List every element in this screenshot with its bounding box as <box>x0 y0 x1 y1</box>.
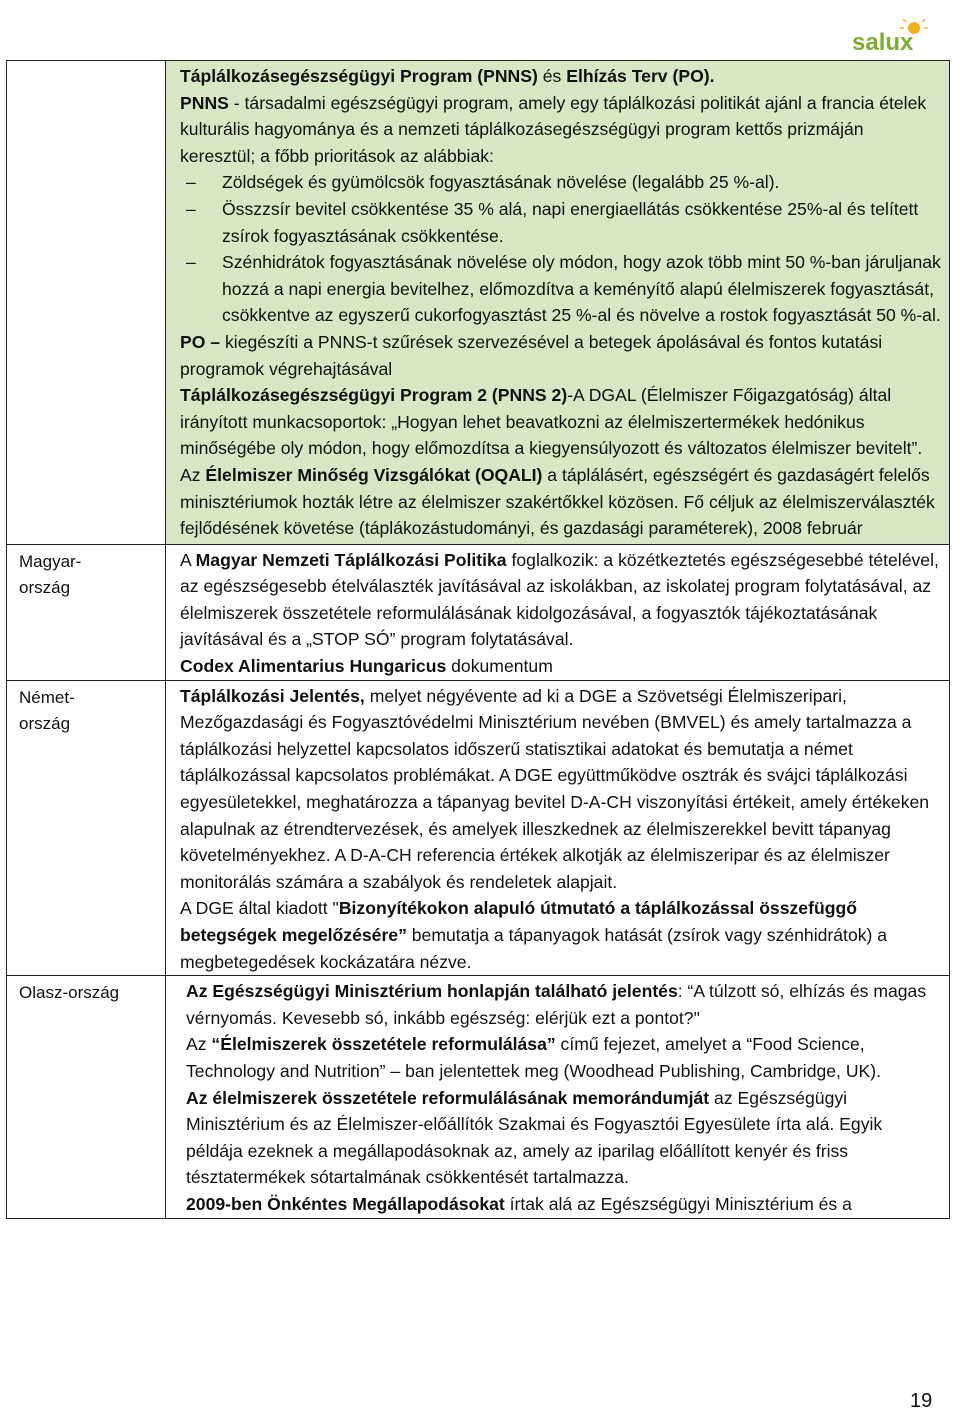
page-number: 19 <box>910 1390 933 1412</box>
france-bullet-2-text: Összzsír bevitel csökkentése 35 % alá, napi energiaellátás csökkentése 25%-al és telített zsírok fogyasztásának csökkentése. <box>222 198 919 246</box>
salux-logo <box>850 18 950 58</box>
france-p1-mid: és <box>537 66 567 86</box>
france-bullet-3 <box>180 249 941 329</box>
bullet-dash-icon: – <box>186 198 196 219</box>
content-cell-italy <box>166 976 950 1218</box>
country-label-italy: Olasz-ország <box>19 983 120 1003</box>
italy-p2-pre: Az <box>186 1034 212 1055</box>
italy-p3-bold: Az élelmiszerek összetétele reformulálásának memorándumját <box>186 1087 710 1108</box>
bullet-dash-icon: – <box>186 252 196 273</box>
hungary-p1-bold: Magyar Nemzeti Táplálkozási Politika <box>195 549 507 570</box>
france-p4-rest: -A DGAL (Élelmiszer Főigazgatóság) által irányított munkacsoportok: „Hogyan lehet beavatkozni az élelmiszertermékek hedónikus minőségébe oly módon, hogy előmozdítsa a kiegyensúlyozott és változatos élelmiszer bevitelt”. <box>180 385 923 459</box>
france-bullet-1 <box>180 169 941 196</box>
italy-p3-rest: az Egészségügyi Minisztérium és az Élelmiszer-előállítók Szakmai és Fogyasztói Egyesülete írta alá. Egyik példája ezeknek a megállapodásoknak az, amely az iparilag előállított kenyér és friss tésztatermékek sótartalmának csökkentését tartalmazza. <box>186 1087 883 1188</box>
france-paragraph-3 <box>180 329 941 382</box>
country-label-germany: Német-ország <box>19 687 75 733</box>
country-cell-italy <box>7 976 166 1218</box>
france-bullet-1-text: Zöldségek és gyümölcsök fogyasztásának növelése (legalább 25 %-al). <box>222 172 780 193</box>
germany-paragraph-2 <box>180 895 941 975</box>
italy-paragraph-4 <box>186 1191 941 1218</box>
table-row-germany <box>7 680 950 976</box>
germany-paragraph-1 <box>180 683 941 896</box>
germany-p2-rest: bemutatja a tápanyagok hatását (zsírok vagy szénhidrátok) a megbetegedések kockázatára nézve. <box>180 925 888 972</box>
table-row-italy <box>7 976 950 1218</box>
italy-p4-bold: 2009-ben Önkéntes Megállapodásokat <box>186 1193 505 1214</box>
france-paragraph-1 <box>180 63 941 90</box>
content-cell-hungary <box>166 544 950 680</box>
france-paragraph-2 <box>180 90 941 170</box>
table-row-hungary <box>7 544 950 680</box>
hungary-paragraph-2 <box>180 653 941 680</box>
france-p2-rest: - társadalmi egészségügyi program, amely egy táplálkozási politikát ajánl a francia ételek kulturális hagyománya és a nemzeti táplálkozásegészségügyi program kettős prizmáján keresztül; a főbb prioritások az alábbiak: <box>180 92 927 166</box>
france-paragraph-4 <box>180 382 941 462</box>
germany-p2-bold: Bizonyítékokon alapuló útmutató a táplálkozással összefüggő betegségek megelőzésére” <box>180 898 857 945</box>
france-p4-bold: Táplálkozásegészségügyi Program 2 (PNNS 2) <box>180 385 568 406</box>
country-table <box>6 60 950 1219</box>
france-paragraph-5 <box>180 462 941 542</box>
italy-paragraph-3 <box>186 1085 941 1191</box>
france-p5-rest: a táplálásért, egészségért és gazdaságért felelős minisztériumok hozták létre az élelmiszer szakértőkkel közösen. Fő céljuk az élelmiszerválaszték fejlődésének követése (táplákozástudományi, és gazdasági paraméterek), 2008 február <box>180 464 935 539</box>
bullet-dash-icon: – <box>186 172 196 193</box>
france-p5-bold: Élelmiszer Minőség Vizsgálókat (OQALI) <box>205 464 543 485</box>
content-cell-germany <box>166 680 950 976</box>
france-p3-bold: PO – <box>180 331 221 352</box>
france-bullet-3-text: Szénhidrátok fogyasztásának növelése oly módon, hogy azok több mint 50 %-ban járuljanak hozzá a napi energia bevitelhez, előmozdítva a keményítő alapú élelmiszerek fogyasztását, csökkentve az egyszerű cukorfogyasztást 25 %-al és növelve a rostok fogyasztását 50 %-al. <box>222 252 941 326</box>
country-cell-germany <box>7 680 166 976</box>
content-cell-france <box>166 61 950 545</box>
hungary-paragraph-1 <box>180 547 941 653</box>
country-cell-hungary <box>7 544 166 680</box>
germany-p2-pre: A DGE által kiadott " <box>180 898 339 919</box>
hungary-p2-rest: dokumentum <box>446 656 553 677</box>
country-cell-france <box>7 61 166 545</box>
italy-p4-rest: írtak alá az Egészségügyi Minisztérium és a <box>504 1193 852 1214</box>
germany-p1-bold: Táplálkozási Jelentés, <box>180 685 365 706</box>
logo-text: salux <box>852 29 914 56</box>
france-p2-bold: PNNS <box>180 92 229 113</box>
france-p1-bold: Táplálkozásegészségügyi Program (PNNS) <box>180 66 538 86</box>
hungary-p1-pre: A <box>180 549 196 570</box>
hungary-p2-bold: Codex Alimentarius Hungaricus <box>180 656 447 677</box>
italy-p2-rest: című fejezet, amelyet a “Food Science, Technology and Nutrition” – ban jelentettek meg (Woodhead Publishing, Cambridge, UK). <box>186 1034 882 1081</box>
france-p3-rest: kiegészíti a PNNS-t szűrések szervezésével a betegek ápolásával és fontos kutatási programok végrehajtásával <box>180 331 883 379</box>
country-label-hungary: Magyar-ország <box>19 551 82 597</box>
germany-p1-rest: melyet négyévente ad ki a DGE a Szövetségi Élelmiszeripari, Mezőgazdasági és Fogyasztóvédelmi Minisztérium nevében (BMVEL) és amely tartalmazza a táplálkozási helyzettel kapcsolatos időszerű statisztikai adatokat és bemutatja a német táplálkozással kapcsolatos problémákat. A DGE együttműködve osztrák és svájci táplálkozási egyesületekkel, meghatározza a tápanyag bevitel D-A-CH viszonyítási értékeit, amely értékeken alapulnak az étrendtervezések, és amelyek illeszkednek az élelmiszerekkel bevitt tápanyag követelményekhez. A D-A-CH referencia értékek alkotják az élelmiszeripar és az élelmiszer monitorálás számára a szabályok és rendeletek alapjait. <box>180 685 930 892</box>
hungary-p1-rest: foglalkozik: a közétkeztetés egészségesebbé tételével, az egészségesebb ételválaszték javításával az iskolákban, az iskolatej program folytatásával, az élelmiszerek összetétele reformulálásának kidolgozásával, a fogyasztók tájékoztatásának javításával és a „STOP SÓ” program folytatásával. <box>180 549 939 650</box>
italy-p1-rest: : “A túlzott só, elhízás és magas vérnyomás. Kevesebb só, inkább egészség: elérjük ezt a pontot?" <box>186 981 927 1028</box>
france-p1-bold2: Elhízás Terv (PO). <box>566 66 715 86</box>
italy-p2-bold: “Élelmiszerek összetétele reformulálása” <box>211 1034 556 1055</box>
italy-paragraph-2 <box>186 1031 941 1084</box>
france-p5-pre: Az <box>180 464 206 485</box>
table-row-france <box>7 61 950 545</box>
italy-p1-bold: Az Egészségügyi Minisztérium honlapján található jelentés <box>186 981 678 1002</box>
france-bullet-2 <box>180 196 941 249</box>
italy-paragraph-1 <box>186 978 941 1031</box>
